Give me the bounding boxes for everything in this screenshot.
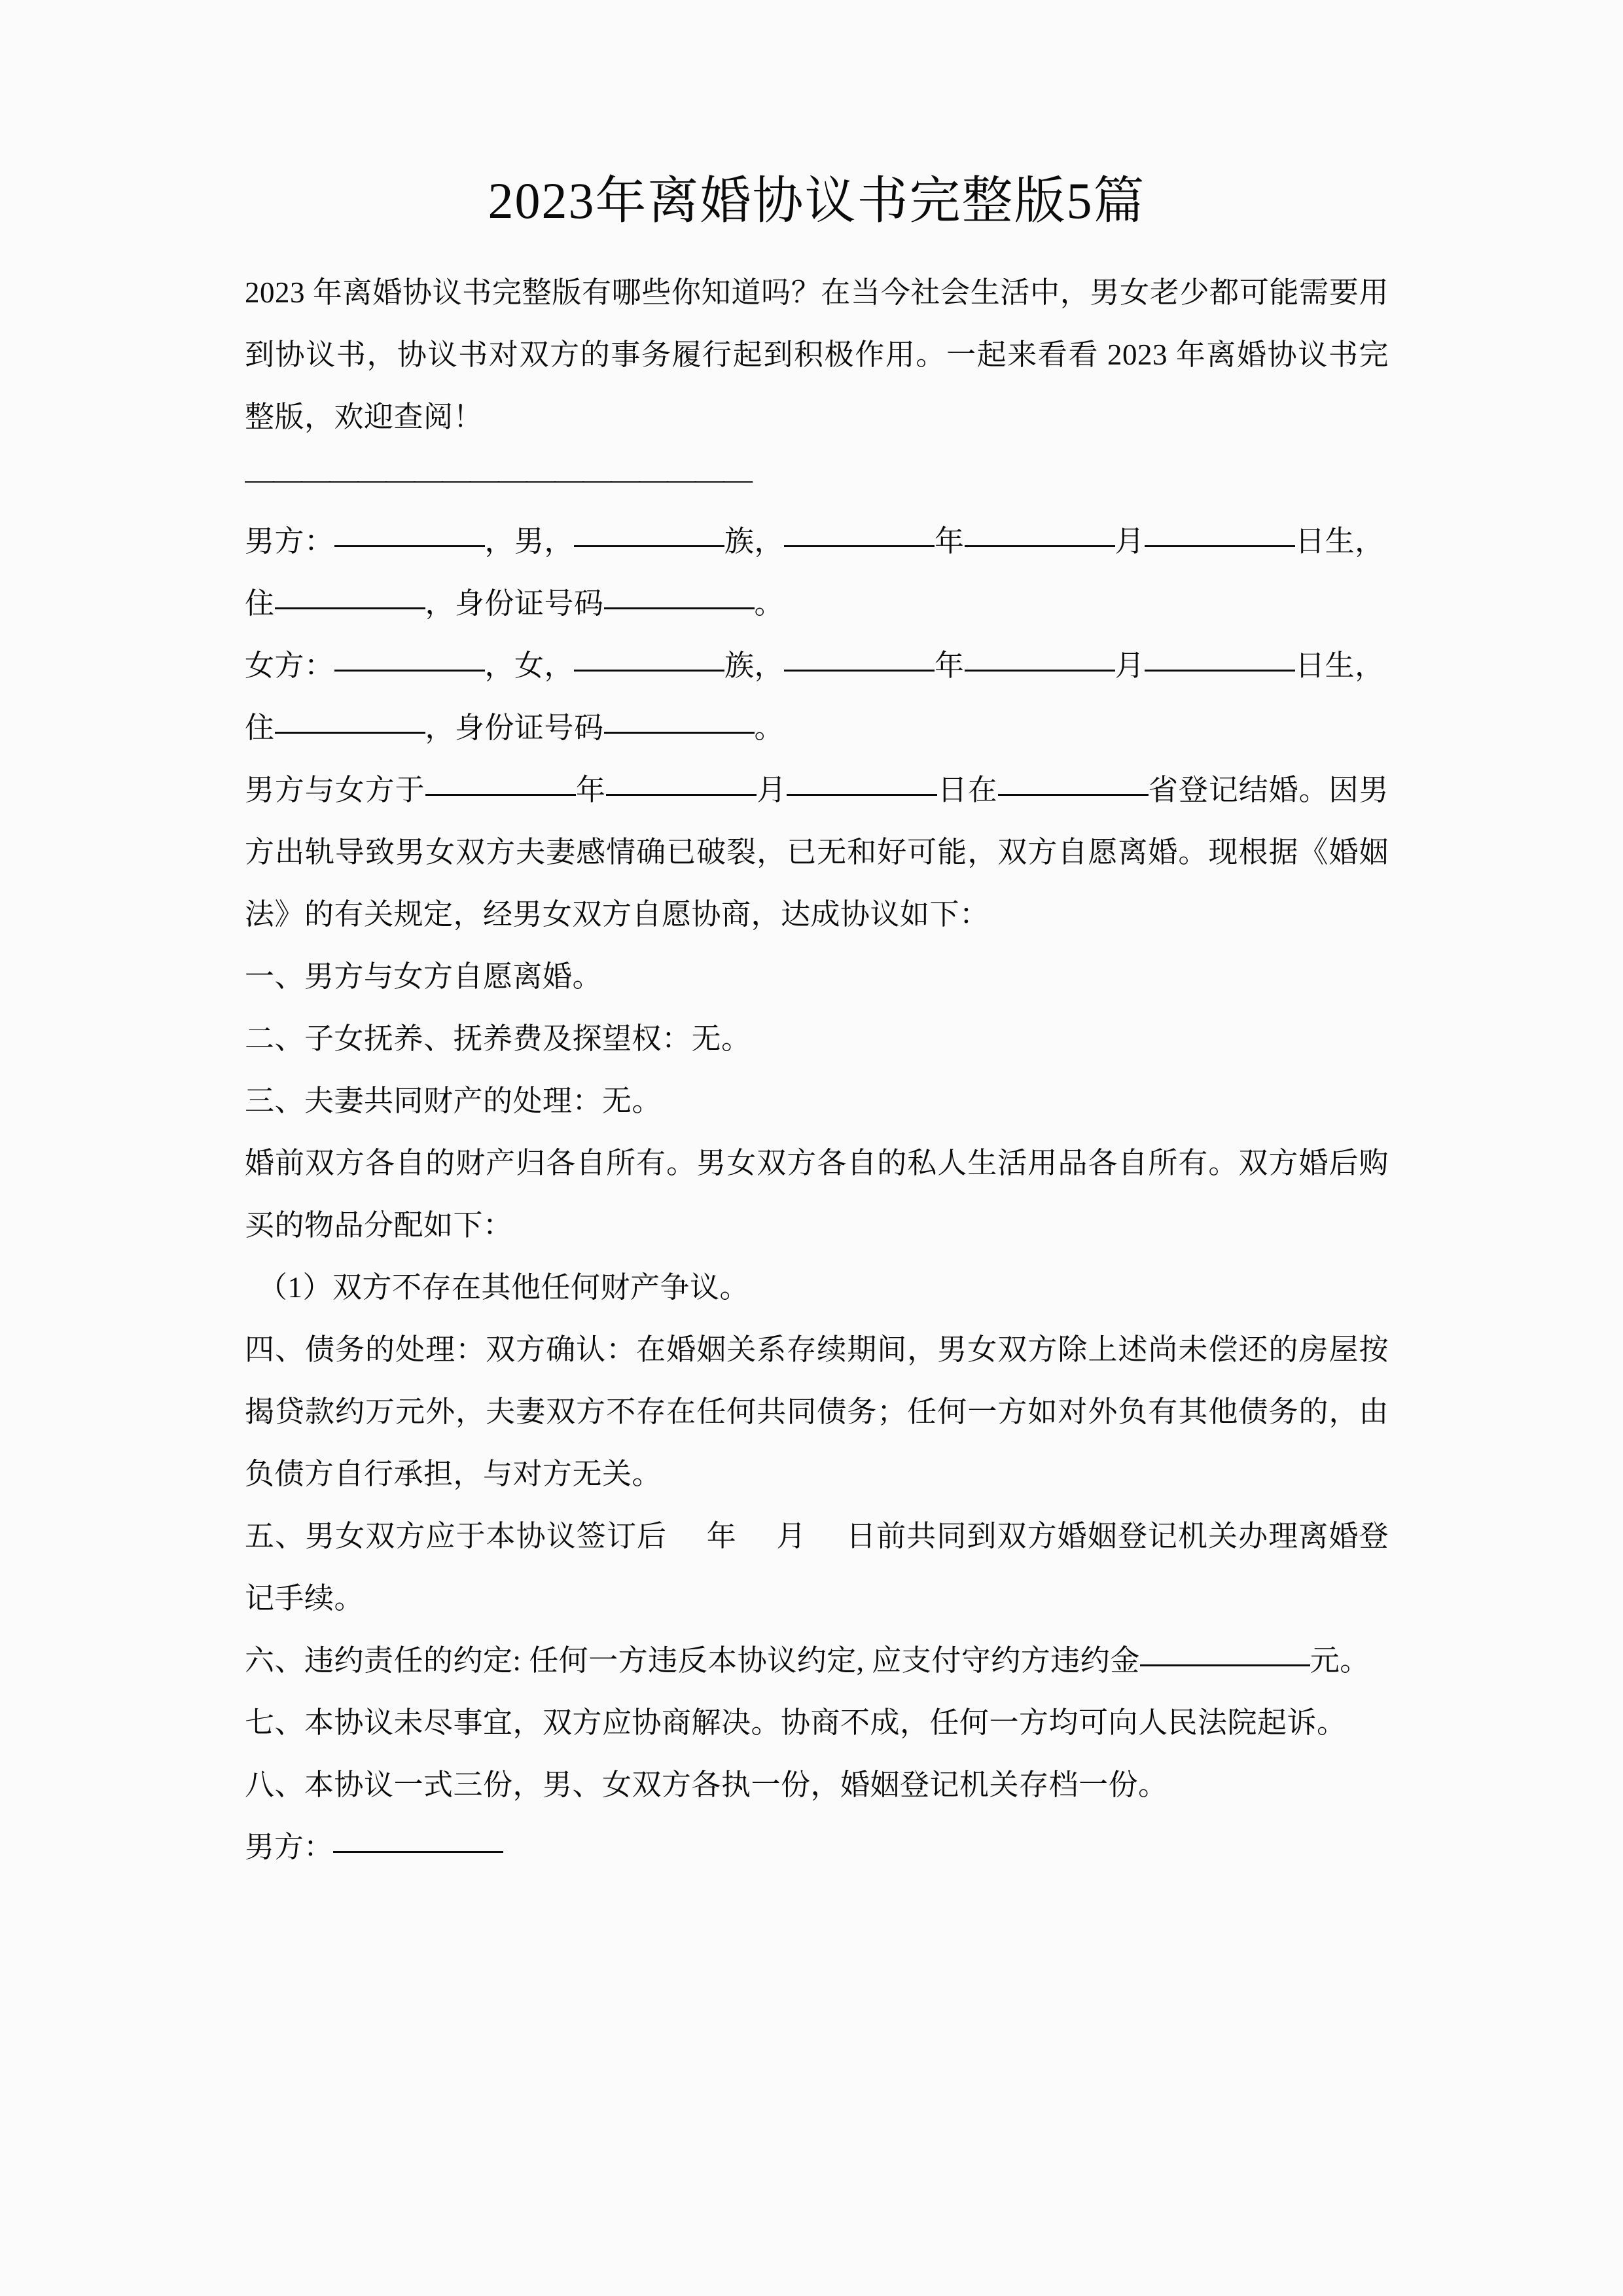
- wife-address-period: 。: [754, 711, 785, 744]
- wife-address-label: 住: [245, 711, 275, 744]
- clause5-year-label: 年: [706, 1519, 737, 1552]
- wife-day-birth-label: 日生，: [1295, 649, 1385, 682]
- document-content: [245, 169, 1389, 1878]
- husband-birth-day-blank[interactable]: [1145, 522, 1295, 547]
- clause-item-1: 一、男方与女方自愿离婚。: [245, 960, 603, 993]
- marriage-registration-paragraph: [245, 759, 1389, 946]
- husband-address-line: [245, 573, 1389, 635]
- marriage-day-label: 日在: [937, 773, 998, 806]
- page-title: 2023年离婚协议书完整版5篇: [488, 172, 1146, 229]
- property-paragraph: 婚前双方各自的财产归各自所有。男女双方各自的私人生活用品各自所有。双方婚后购买的物品分配如下：: [245, 1146, 1389, 1242]
- marriage-province-blank[interactable]: [998, 770, 1149, 796]
- husband-month-label: 月: [1115, 524, 1145, 558]
- clause6-tail: 元。: [1310, 1643, 1370, 1677]
- marriage-lead: 男方与女方于: [245, 773, 425, 806]
- husband-address-period: 。: [754, 586, 785, 620]
- wife-identity-line: [245, 635, 1389, 697]
- wife-id-label: ，身份证号码: [425, 711, 604, 744]
- clause5-year-gap[interactable]: [667, 1539, 706, 1546]
- clause-item-8: 八、本协议一式三份，男、女双方各执一份，婚姻登记机关存档一份。: [245, 1768, 1168, 1801]
- clause-item-7: 七、本协议未尽事宜，双方应协商解决。协商不成，任何一方均可向人民法院起诉。: [245, 1706, 1347, 1739]
- husband-signature-line: [245, 1816, 1389, 1878]
- clause-item-3: 三、夫妻共同财产的处理：无。: [245, 1084, 662, 1117]
- husband-name-blank[interactable]: [334, 522, 485, 547]
- husband-address-label: 住: [245, 586, 275, 620]
- wife-month-label: 月: [1115, 649, 1145, 682]
- clause-item-6: [245, 1630, 1389, 1692]
- wife-birth-month-blank[interactable]: [965, 646, 1115, 672]
- wife-ethnicity-label: 族，: [724, 649, 785, 682]
- marriage-province-label: 省登记结婚。因: [1148, 773, 1359, 806]
- husband-label: 男方：: [245, 524, 334, 558]
- clause5-month-label: 月: [776, 1519, 807, 1552]
- divorce-reason-text: 男方出轨导致男女双方夫妻感情确已破裂，已无和好可能，双方自愿离婚。现根据《婚姻法》的有关规定，经男女双方自愿协商，达成协议如下：: [245, 773, 1389, 931]
- husband-birth-year-blank[interactable]: [784, 522, 935, 547]
- wife-birth-day-blank[interactable]: [1145, 646, 1295, 672]
- wife-id-blank[interactable]: [604, 708, 755, 734]
- husband-birth-month-blank[interactable]: [965, 522, 1115, 547]
- wife-name-blank[interactable]: [334, 646, 485, 672]
- intro-paragraph: 2023 年离婚协议书完整版有哪些你知道吗？在当今社会生活中，男女老少都可能需要用到协议书，协议书对双方的事务履行起到积极作用。一起来看看 2023 年离婚协议书完整版，欢迎查阅！: [245, 276, 1389, 433]
- husband-address-blank[interactable]: [275, 584, 425, 609]
- marriage-year-label: 年: [575, 773, 606, 806]
- clause-item-2: 二、子女抚养、抚养费及探望权：无。: [245, 1022, 751, 1055]
- clause-item-5: [245, 1505, 1389, 1630]
- wife-year-label: 年: [935, 649, 965, 682]
- clause-item-4: 四、债务的处理：双方确认：在婚姻关系存续期间，男女双方除上述尚未偿还的房屋按揭贷款约万元外，夫妻双方不存在任何共同债务；任何一方如对外负有其他债务的，由负债方自行承担，与对方无关。: [245, 1333, 1389, 1490]
- marriage-year-blank[interactable]: [425, 770, 576, 796]
- wife-address-blank[interactable]: [275, 708, 425, 734]
- marriage-month-blank[interactable]: [606, 770, 757, 796]
- clause5-lead: 五、男女双方应于本协议签订后: [245, 1519, 668, 1552]
- clause6-lead: 六、违约责任的约定: 任何一方违反本协议约定, 应支付守约方违约金: [245, 1643, 1140, 1677]
- marriage-day-blank[interactable]: [787, 770, 937, 796]
- clause5-tail: 日前共同到双方婚姻登记机关办理离婚登记手续。: [245, 1519, 1389, 1615]
- husband-gender-label: ，男，: [484, 524, 575, 558]
- wife-address-line: [245, 697, 1389, 759]
- clause5-day-gap[interactable]: [807, 1539, 846, 1546]
- husband-identity-line: [245, 511, 1389, 573]
- husband-signature-label: 男方：: [245, 1830, 334, 1863]
- husband-ethnicity-label: 族，: [724, 524, 785, 558]
- wife-gender-label: ，女，: [484, 649, 575, 682]
- husband-year-label: 年: [935, 524, 965, 558]
- clause5-month-gap[interactable]: [737, 1539, 776, 1546]
- husband-day-birth-label: 日生，: [1295, 524, 1385, 558]
- marriage-month-label: 月: [756, 773, 787, 806]
- wife-ethnicity-blank[interactable]: [574, 646, 724, 672]
- husband-ethnicity-blank[interactable]: [574, 522, 724, 547]
- property-sub-item-1: （1）双方不存在其他任何财产争议。: [258, 1270, 750, 1304]
- wife-birth-year-blank[interactable]: [784, 646, 935, 672]
- husband-signature-blank[interactable]: [333, 1827, 503, 1853]
- section-divider: ——————————————————: [245, 462, 751, 495]
- wife-label: 女方：: [245, 649, 334, 682]
- husband-id-label: ，身份证号码: [425, 586, 604, 620]
- husband-id-blank[interactable]: [604, 584, 755, 609]
- clause6-penalty-amount-blank[interactable]: [1140, 1641, 1310, 1666]
